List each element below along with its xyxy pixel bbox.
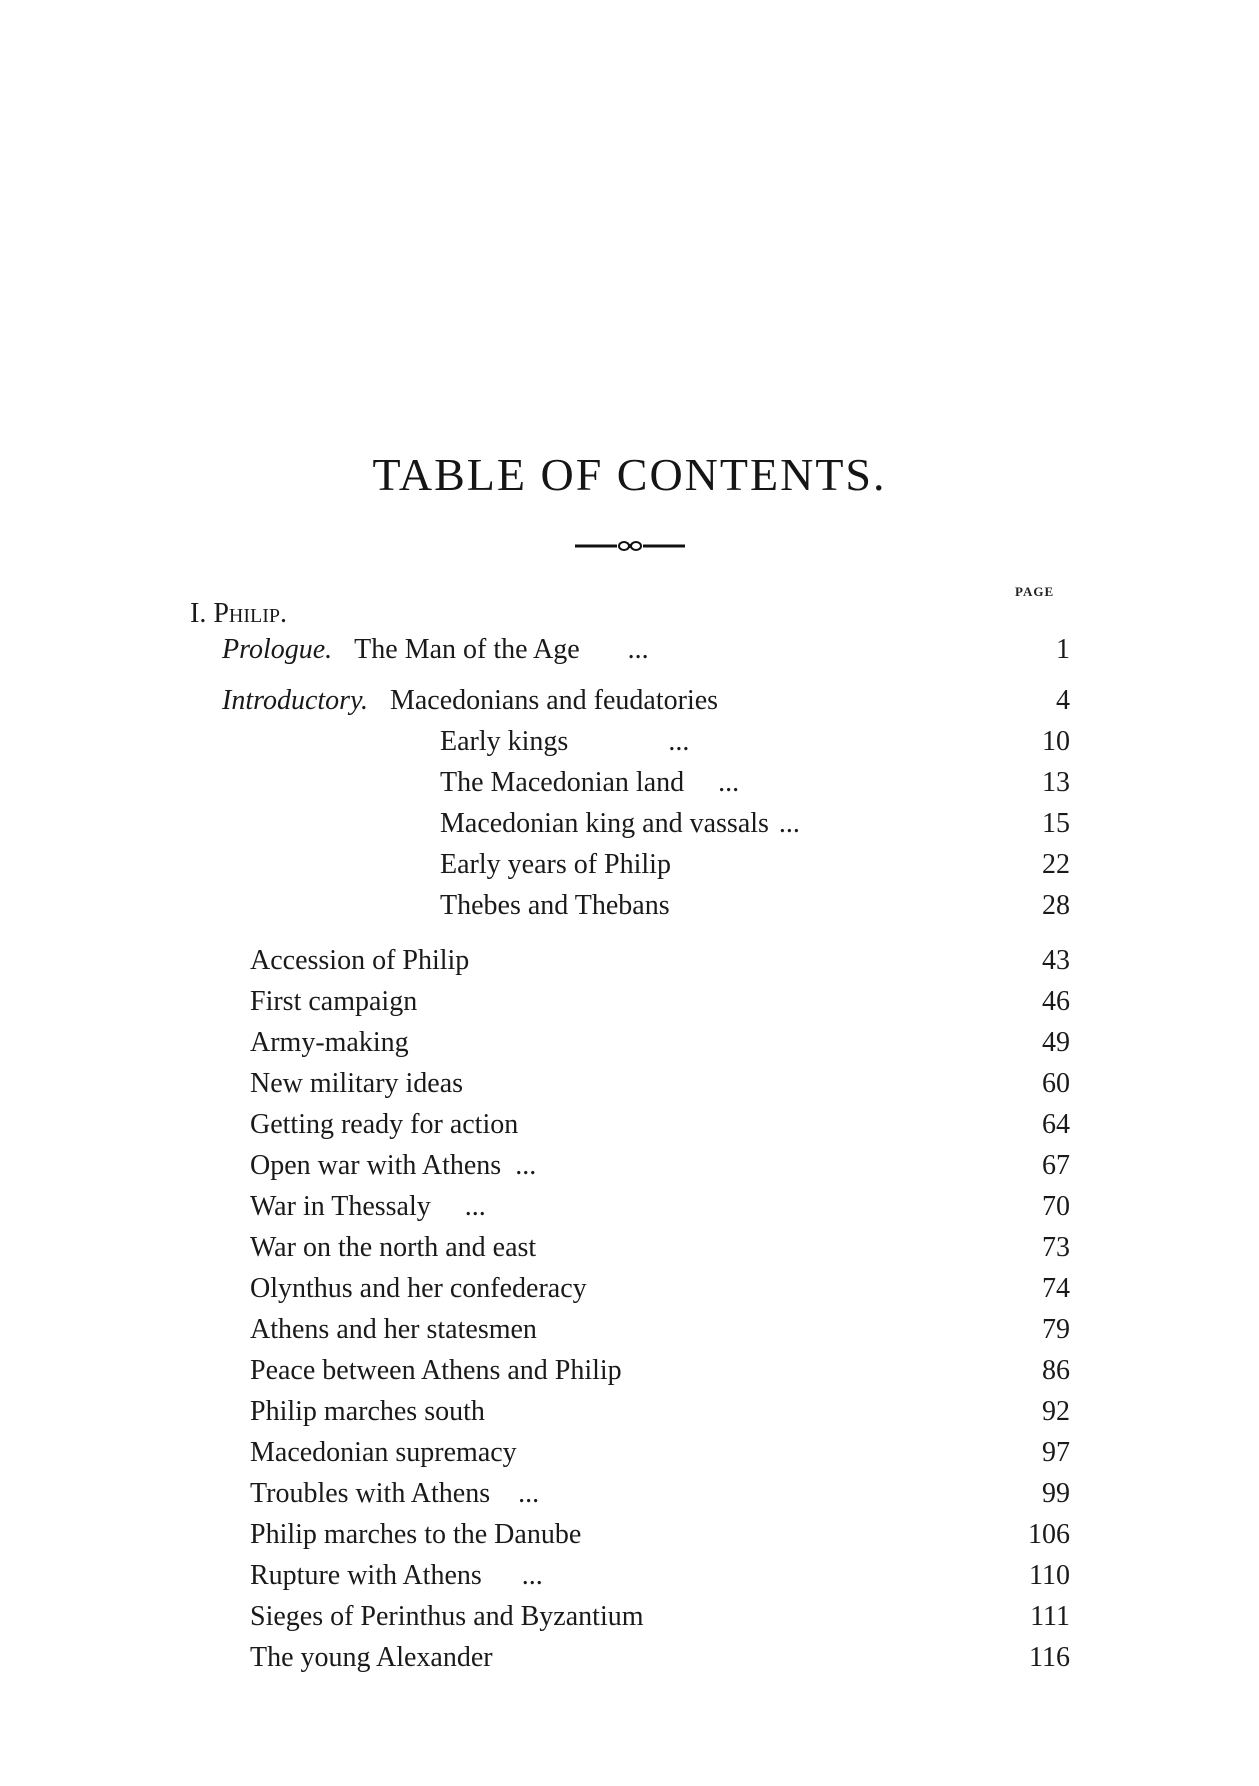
entry-page: 43: [1042, 945, 1070, 976]
part-numeral: I.: [190, 598, 207, 629]
ornament-rule-icon: [575, 538, 685, 554]
entry-text: Philip marches south: [250, 1396, 485, 1427]
entry-text: War on the north and east: [250, 1232, 537, 1263]
entry-page: 70: [1042, 1191, 1070, 1222]
toc-subentry: [440, 848, 671, 882]
toc-entry: [250, 985, 417, 1019]
toc-entry: [250, 1067, 463, 1101]
part-name: Philip.: [213, 598, 288, 629]
entry-page: 46: [1042, 986, 1070, 1017]
entry-page: 60: [1042, 1068, 1070, 1099]
toc-subentry: [440, 889, 670, 923]
entry-page: 86: [1042, 1355, 1070, 1386]
page-column-header: PAGE: [1015, 584, 1055, 599]
entry-page: 116: [1029, 1642, 1070, 1673]
part-title: [190, 598, 287, 630]
toc-entry-introductory: [222, 684, 718, 718]
entry-dots: ...: [668, 726, 690, 757]
entry-lead: Introductory.: [222, 685, 368, 716]
entry-text: Early kings: [440, 726, 569, 757]
entry-dots: ...: [515, 1150, 537, 1181]
entry-page: 4: [1056, 685, 1070, 716]
toc-subentry: [440, 725, 689, 759]
toc-entry: [250, 1190, 486, 1224]
entry-text: Philip marches to the Danube: [250, 1519, 582, 1550]
toc-entry: [250, 1026, 409, 1060]
entry-page: 22: [1042, 849, 1070, 880]
entry-text: The young Alexander: [250, 1642, 493, 1673]
entry-dots: ...: [464, 1191, 486, 1222]
entry-text: Accession of Philip: [250, 945, 470, 976]
entry-dots: ...: [778, 808, 800, 839]
toc-entry: [250, 1272, 587, 1306]
entry-text: Rupture with Athens: [250, 1560, 482, 1591]
entry-text: Macedonians and feudatories: [389, 685, 719, 716]
entry-page: 1: [1056, 634, 1070, 665]
toc-entry: [250, 1559, 543, 1593]
entry-text: Early years of Philip: [440, 849, 671, 880]
toc-subentry: [440, 766, 739, 800]
entry-dots: ...: [627, 634, 649, 665]
entry-text: Peace between Athens and Philip: [250, 1355, 622, 1386]
toc-entry: [250, 944, 469, 978]
entry-dots: ...: [718, 767, 740, 798]
page-title: TABLE OF CONTENTS.: [372, 449, 887, 500]
entry-page: 64: [1042, 1109, 1070, 1140]
entry-page: 106: [1028, 1519, 1070, 1550]
entry-page: 15: [1042, 808, 1070, 839]
toc-entry: [250, 1149, 536, 1183]
entry-page: 99: [1042, 1478, 1070, 1509]
toc-entry: [250, 1477, 539, 1511]
entry-dots: ...: [521, 1560, 543, 1591]
toc-entry: [250, 1436, 517, 1470]
entry-page: 79: [1042, 1314, 1070, 1345]
toc-entry-prologue: [222, 633, 649, 667]
toc-entry: [250, 1641, 493, 1675]
toc-entry: [250, 1231, 536, 1265]
entry-page: 73: [1042, 1232, 1070, 1263]
entry-text: Sieges of Perinthus and Byzantium: [250, 1601, 644, 1632]
toc-subentry: [440, 807, 800, 841]
toc-entry: [250, 1600, 644, 1634]
entry-page: 10: [1042, 726, 1070, 757]
entry-text: Macedonian supremacy: [250, 1437, 517, 1468]
entry-lead: Prologue.: [222, 634, 333, 665]
entry-text: War in Thessaly: [250, 1191, 431, 1222]
entry-text: Open war with Athens: [250, 1150, 502, 1181]
entry-page: 111: [1030, 1601, 1070, 1632]
entry-page: 74: [1042, 1273, 1070, 1304]
entry-page: 92: [1042, 1396, 1070, 1427]
entry-text: The Man of the Age: [354, 634, 580, 665]
entry-page: 97: [1042, 1437, 1070, 1468]
entry-page: 110: [1029, 1560, 1070, 1591]
entry-text: Troubles with Athens: [250, 1478, 491, 1509]
entry-dots: ...: [518, 1478, 540, 1509]
entry-text: Thebes and Thebans: [440, 890, 670, 921]
entry-text: Army-making: [250, 1027, 409, 1058]
toc-entry: [250, 1518, 581, 1552]
entry-text: Olynthus and her confederacy: [250, 1273, 587, 1304]
entry-text: New military ideas: [250, 1068, 464, 1099]
entry-text: Getting ready for action: [250, 1109, 519, 1140]
toc-entry: [250, 1313, 537, 1347]
entry-text: First campaign: [250, 986, 418, 1017]
entry-page: 28: [1042, 890, 1070, 921]
toc-entry: [250, 1354, 622, 1388]
entry-page: 67: [1042, 1150, 1070, 1181]
entry-text: The Macedonian land: [440, 767, 685, 798]
entry-text: Macedonian king and vassals: [440, 808, 769, 839]
entry-text: Athens and her statesmen: [250, 1314, 537, 1345]
entry-page: 13: [1042, 767, 1070, 798]
toc-entry: [250, 1108, 518, 1142]
toc-entry: [250, 1395, 485, 1429]
entry-page: 49: [1042, 1027, 1070, 1058]
